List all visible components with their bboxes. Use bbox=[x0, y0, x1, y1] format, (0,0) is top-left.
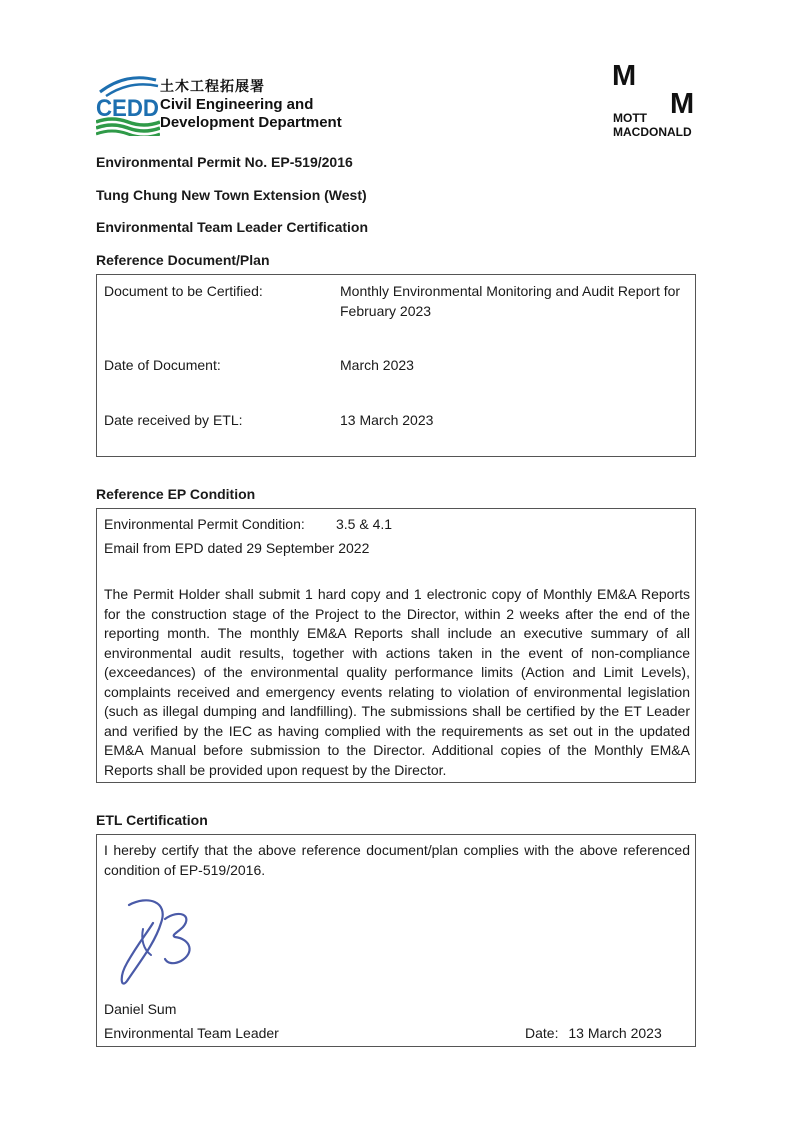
cedd-english-line2: Development Department bbox=[160, 114, 342, 131]
condition-paragraph: The Permit Holder shall submit 1 hard copy and 1 electronic copy of Monthly EM&A Reports for the construction stage of the Project to the Director, within 2 weeks after the end of the reporting month. The monthly EM&A Reports shall include an executive summary of all environmental audit results, together with actions taken in the event of non-compliance (exceedances) of the environmental quality performance limits (Action and Limit Levels), complaints received and emergency events relating to violation of environmental legislation (such as illegal dumping and landfilling). The submissions shall be certified by the ET Leader and verified by the IEC as having complied with the requirements as set out in the updated EM&A Manual before submission to the Director. Additional copies of the Monthly EM&A Reports shall be provided upon request by the Director. bbox=[104, 586, 690, 778]
reference-doc-heading: Reference Document/Plan bbox=[96, 252, 270, 268]
date-value: 13 March 2023 bbox=[568, 1025, 662, 1041]
cedd-english-line1: Civil Engineering and bbox=[160, 96, 314, 113]
document-label: Document to be Certified: bbox=[104, 283, 263, 299]
permit-heading: Environmental Permit No. EP-519/2016 bbox=[96, 154, 353, 170]
cedd-emblem-icon bbox=[96, 70, 160, 136]
mott-macdonald-logo bbox=[612, 62, 702, 140]
certification-heading: Environmental Team Leader Certification bbox=[96, 219, 369, 235]
etl-cert-heading: ETL Certification bbox=[96, 812, 208, 828]
certification-date bbox=[525, 1023, 662, 1043]
date-of-document-value: March 2023 bbox=[340, 357, 414, 373]
project-heading: Tung Chung New Town Extension (West) bbox=[96, 187, 367, 203]
email-line: Email from EPD dated 29 September 2022 bbox=[104, 540, 370, 556]
reference-ep-heading: Reference EP Condition bbox=[96, 486, 256, 502]
svg-text:CEDD: CEDD bbox=[96, 95, 159, 122]
condition-value: 3.5 & 4.1 bbox=[336, 516, 393, 532]
document-value: Monthly Environmental Monitoring and Audit Report for February 2023 bbox=[340, 283, 681, 319]
mott-line2: MACDONALD bbox=[613, 125, 692, 139]
cedd-chinese-name: 土木工程拓展署 bbox=[160, 79, 265, 95]
date-label: Date: bbox=[525, 1025, 559, 1041]
mott-line1: MOTT bbox=[613, 111, 647, 125]
signature-image bbox=[117, 893, 207, 988]
ep-condition-box bbox=[96, 508, 696, 783]
condition-line bbox=[104, 514, 393, 534]
certification-statement: I hereby certify that the above reference document/plan complies with the above referenced condition of EP-519/2016. bbox=[104, 842, 690, 878]
date-received-value: 13 March 2023 bbox=[340, 412, 434, 428]
mott-m-left: M bbox=[612, 60, 637, 92]
date-of-document-label: Date of Document: bbox=[104, 357, 221, 373]
signer-name: Daniel Sum bbox=[104, 1001, 177, 1017]
etl-certification-box bbox=[96, 834, 696, 1047]
cedd-logo bbox=[96, 70, 366, 136]
reference-document-box bbox=[96, 274, 696, 457]
mott-m-right: M bbox=[670, 88, 695, 120]
signer-title: Environmental Team Leader bbox=[104, 1025, 279, 1041]
date-received-label: Date received by ETL: bbox=[104, 412, 243, 428]
condition-label: Environmental Permit Condition: bbox=[104, 516, 305, 532]
